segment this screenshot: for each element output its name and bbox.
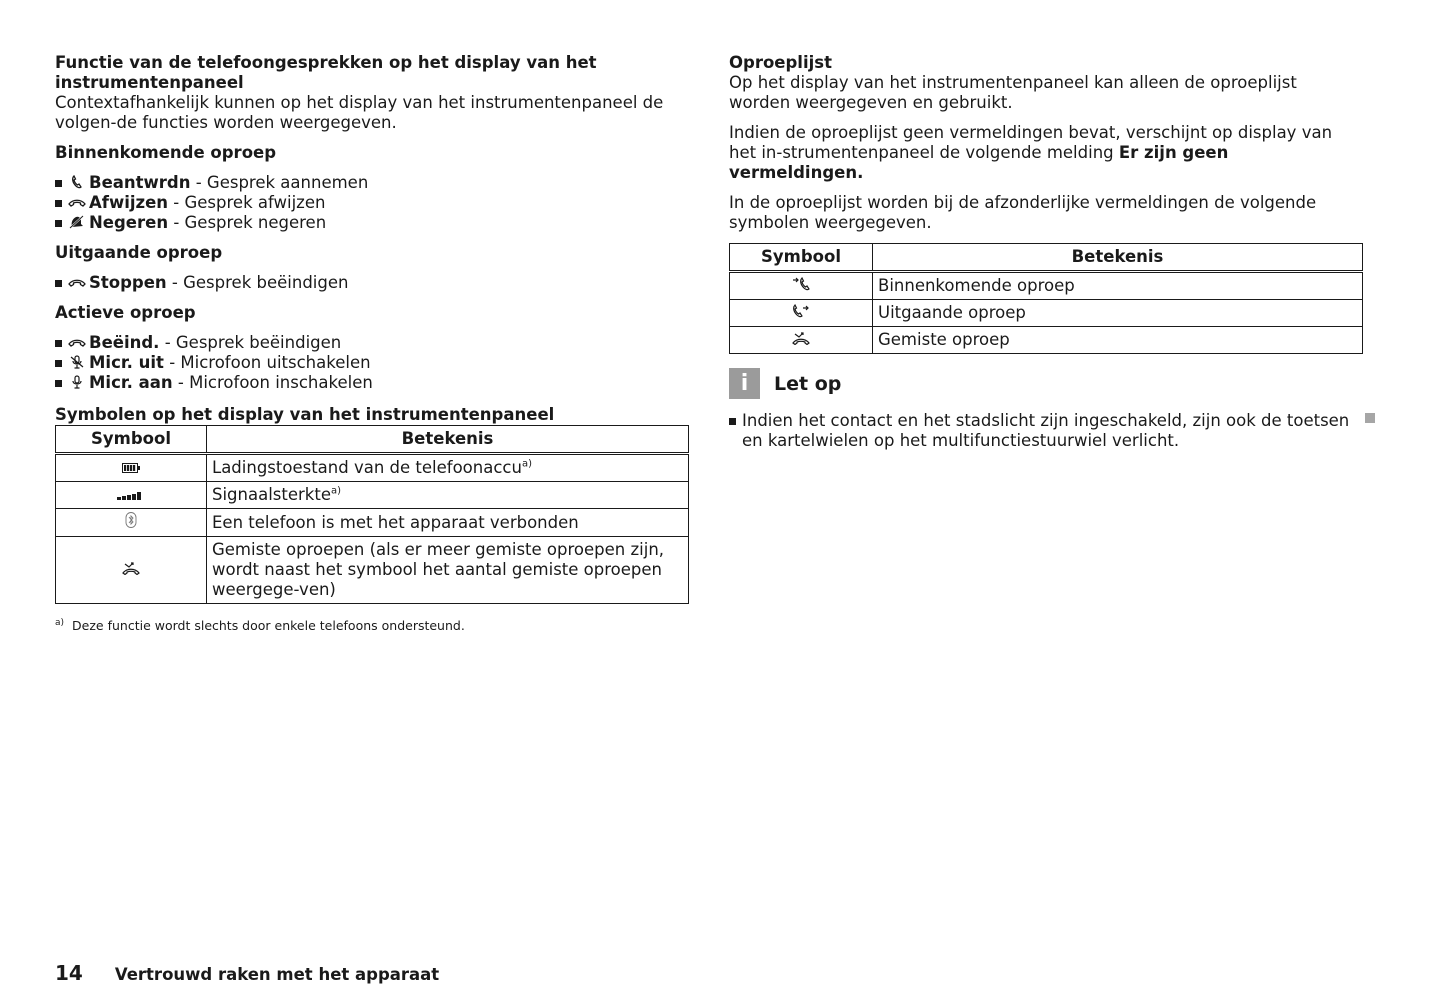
symbols-heading: Symbolen op het display van het instrumentenpaneel <box>55 405 555 424</box>
table-row <box>730 272 1363 300</box>
list-item: Micr. uit - Microfoon uitschakelen <box>55 353 689 373</box>
signal-strength-icon <box>117 485 145 504</box>
chapter-title: Vertrouwd raken met het apparaat <box>114 965 440 984</box>
info-icon: i <box>729 368 760 399</box>
list-item: Afwijzen - Gesprek afwijzen <box>55 193 689 213</box>
meaning-cell: Binnenkomende oproep <box>873 272 1363 300</box>
active-list <box>55 333 689 393</box>
footnote: $^{a)}$ Deze functie wordt slechts door enkele telefoons ondersteund. <box>55 617 465 633</box>
left-column <box>55 53 689 636</box>
table-header-row <box>730 244 1363 272</box>
list-item: Micr. aan - Microfoon inschakelen <box>55 373 689 393</box>
note-header <box>729 368 1363 399</box>
outgoing-list <box>55 273 689 293</box>
table-header-meaning: Betekenis <box>207 426 689 454</box>
list-item: Beëind. - Gesprek beëindigen <box>55 333 689 353</box>
paragraph: Indien de oproeplijst geen vermeldingen bevat, verschijnt op display van het in-strumentenpaneel de volgende melding Er zijn geen vermeldingen. <box>729 123 1333 182</box>
list-item: Stoppen - Gesprek beëindigen <box>55 273 689 293</box>
table-row <box>730 327 1363 354</box>
table-header-symbol: Symbool <box>730 244 873 272</box>
table-row <box>56 482 689 509</box>
meaning-cell: Gemiste oproep <box>873 327 1363 354</box>
battery-icon <box>122 458 140 477</box>
symbol-cell <box>730 327 873 354</box>
phone-hangup-icon <box>68 335 86 349</box>
incoming-heading: Binnenkomende oproep <box>55 143 277 162</box>
table-row <box>56 454 689 482</box>
symbol-cell <box>56 482 207 509</box>
missed-call-icon <box>122 560 140 579</box>
active-heading: Actieve oproep <box>55 303 196 322</box>
paragraph: In de oproeplijst worden bij de afzonderlijke vermeldingen de volgende symbolen weergegeven. <box>729 193 1317 232</box>
section-title: Oproeplijst <box>729 53 832 72</box>
meaning-cell: Een telefoon is met het apparaat verbonden <box>207 509 689 537</box>
note-list <box>729 411 1363 451</box>
phone-hangup-icon <box>68 195 86 209</box>
symbol-cell <box>56 509 207 537</box>
symbol-cell <box>730 272 873 300</box>
page-number: 14 <box>55 961 83 985</box>
mic-off-icon <box>68 355 86 369</box>
phone-answer-icon <box>68 175 86 189</box>
symbol-cell <box>730 300 873 327</box>
outgoing-call-icon <box>792 303 810 322</box>
incoming-list <box>55 173 689 233</box>
section-end-mark <box>1365 413 1375 423</box>
meaning-cell: Ladingstoestand van de telefoonaccu$^{a)}$ <box>207 454 689 482</box>
meaning-cell: Gemiste oproepen (als er meer gemiste oproepen zijn, wordt naast het symbool het aantal gemiste oproepen weergege-ven) <box>207 537 689 604</box>
meaning-cell: Uitgaande oproep <box>873 300 1363 327</box>
right-column <box>729 53 1363 451</box>
call-list-table <box>729 243 1363 354</box>
table-header-symbol: Symbool <box>56 426 207 454</box>
paragraph: Op het display van het instrumentenpaneel kan alleen de oproeplijst worden weergegeven en gebruikt. <box>729 73 1297 112</box>
symbol-cell <box>56 537 207 604</box>
table-row <box>56 537 689 604</box>
section-title: Functie van de telefoongesprekken op het display van het instrumentenpaneel <box>55 53 597 92</box>
mic-on-icon <box>68 375 86 389</box>
list-item: Beantwrdn - Gesprek aannemen <box>55 173 689 193</box>
incoming-call-icon <box>792 276 810 295</box>
outgoing-heading: Uitgaande oproep <box>55 243 223 262</box>
table-header-row <box>56 426 689 454</box>
phone-hangup-icon <box>68 275 86 289</box>
table-row <box>56 509 689 537</box>
list-item: Negeren - Gesprek negeren <box>55 213 689 233</box>
meaning-cell: Signaalsterkte$^{a)}$ <box>207 482 689 509</box>
note-title: Let op <box>774 372 842 395</box>
mute-ring-icon <box>68 215 86 229</box>
bluetooth-icon <box>125 513 137 532</box>
symbol-cell <box>56 454 207 482</box>
intro-text: Contextafhankelijk kunnen op het display van het instrumentenpaneel de volgen-de functies worden weergegeven. <box>55 93 664 132</box>
table-header-meaning: Betekenis <box>873 244 1363 272</box>
table-row <box>730 300 1363 327</box>
page-footer <box>55 963 439 985</box>
list-item: Indien het contact en het stadslicht zijn ingeschakeld, zijn ook de toetsen en kartelwielen op het multifunctiestuurwiel verlicht. <box>729 411 1363 451</box>
missed-call-icon <box>792 330 810 349</box>
symbols-table <box>55 425 689 604</box>
